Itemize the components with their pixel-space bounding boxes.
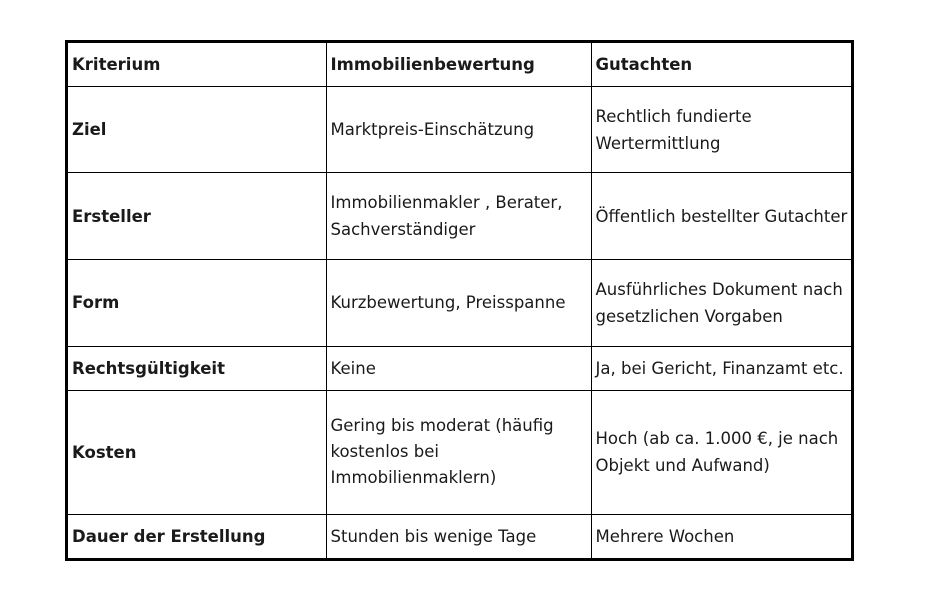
criterion-cell: Kosten	[68, 390, 326, 514]
header-gutachten: Gutachten	[591, 43, 851, 86]
table-row	[68, 390, 851, 514]
gutachten-cell: Mehrere Wochen	[591, 515, 851, 558]
bewertung-cell: Stunden bis wenige Tage	[326, 515, 591, 558]
header-row	[68, 43, 851, 86]
criterion-cell: Ersteller	[68, 173, 326, 260]
header-immobilienbewertung: Immobilienbewertung	[326, 43, 591, 86]
gutachten-cell: Ausführliches Dokument nach gesetzlichen Vorgaben	[591, 260, 851, 347]
criterion-cell: Dauer der Erstellung	[68, 515, 326, 558]
bewertung-cell: Keine	[326, 346, 591, 390]
table-row	[68, 346, 851, 390]
table-row	[68, 173, 851, 260]
comparison-table	[65, 40, 854, 561]
gutachten-cell: Ja, bei Gericht, Finanzamt etc.	[591, 346, 851, 390]
bewertung-cell: Immobilienmakler , Berater, Sachverständiger	[326, 173, 591, 260]
gutachten-cell: Hoch (ab ca. 1.000 €, je nach Objekt und Aufwand)	[591, 390, 851, 514]
criterion-cell: Rechtsgültigkeit	[68, 346, 326, 390]
gutachten-cell: Öffentlich bestellter Gutachter	[591, 173, 851, 260]
criterion-cell: Ziel	[68, 86, 326, 173]
header-kriterium: Kriterium	[68, 43, 326, 86]
bewertung-cell: Kurzbewertung, Preisspanne	[326, 260, 591, 347]
table-row	[68, 260, 851, 347]
bewertung-cell: Marktpreis-Einschätzung	[326, 86, 591, 173]
table-row	[68, 515, 851, 558]
table-row	[68, 86, 851, 173]
criterion-cell: Form	[68, 260, 326, 347]
gutachten-cell: Rechtlich fundierte Wertermittlung	[591, 86, 851, 173]
bewertung-cell: Gering bis moderat (häufig kostenlos bei Immobilienmaklern)	[326, 390, 591, 514]
comparison-table-grid	[68, 43, 851, 558]
